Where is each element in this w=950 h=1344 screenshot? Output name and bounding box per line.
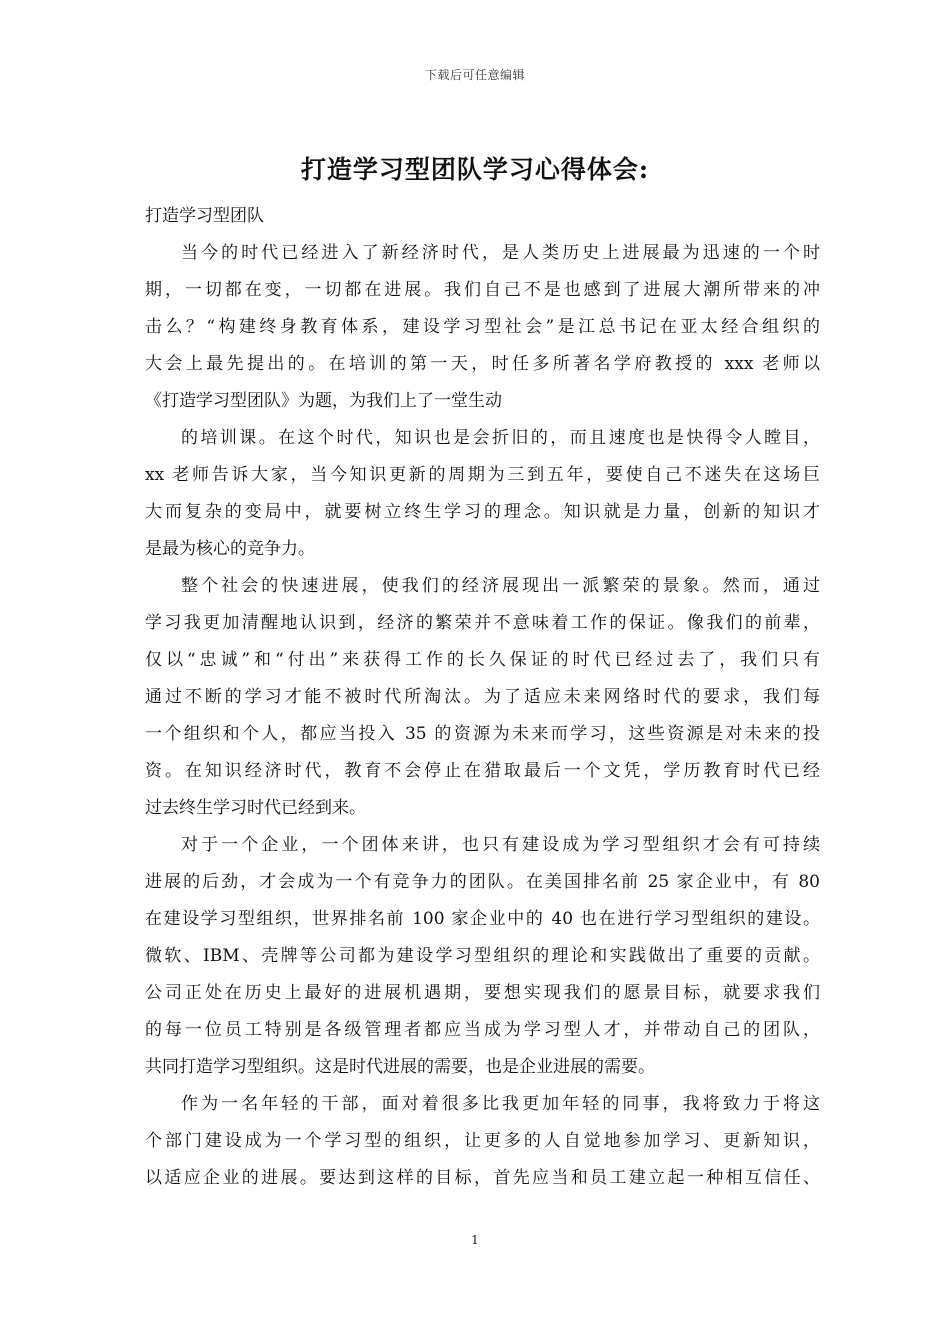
paragraph-4 — [145, 827, 820, 1086]
paragraph-2 — [145, 420, 820, 568]
text-line: 资。在知识经济时代，教育不会停止在猎取最后一个文凭，学历教育时代已经 — [145, 761, 820, 781]
paragraph-3 — [145, 568, 820, 827]
document-title: 打造学习型团队学习心得体会: — [300, 155, 650, 184]
text-line: 微软、IBM、壳牌等公司都为建设学习型组织的理论和实践做出了重要的贡献。 — [145, 946, 820, 966]
paragraph-1 — [145, 235, 820, 420]
text-line: 的培训课。在这个时代，知识也是会折旧的，而且速度也是快得令人瞠目， — [181, 428, 820, 448]
text-line: 的每一位员工特别是各级管理者都应当成为学习型人才，并带动自己的团队， — [145, 1020, 820, 1040]
paragraph-5 — [145, 1086, 820, 1197]
text-line: 共同打造学习型组织。这是时代进展的需要，也是企业进展的需要。 — [145, 1057, 655, 1077]
text-line: 击么？“构建终身教育体系，建设学习型社会”是江总书记在亚太经合组织的 — [145, 317, 820, 337]
text-line: 仅以“忠诚”和“付出”来获得工作的长久保证的时代已经过去了，我们只有 — [145, 650, 820, 670]
text-line: 进展的后劲，才会成为一个有竞争力的团队。在美国排名前 25 家企业中，有 80 — [145, 872, 820, 892]
document-body — [145, 198, 820, 1197]
text-line: 作为一名年轻的干部，面对着很多比我更加年轻的同事，我将致力于将这 — [181, 1094, 820, 1114]
text-line: xx 老师告诉大家，当今知识更新的周期为三到五年，要使自己不迷失在这场巨 — [145, 465, 820, 485]
text-line: 当今的时代已经进入了新经济时代，是人类历史上进展最为迅速的一个时 — [181, 243, 820, 263]
page-header: 下载后可任意编辑 — [424, 68, 525, 82]
text-line: 以适应企业的进展。要达到这样的目标，首先应当和员工建立起一种相互信任、 — [145, 1168, 820, 1188]
text-line: 学习我更加清醒地认识到，经济的繁荣并不意味着工作的保证。像我们的前辈， — [145, 613, 820, 633]
text-line: 对于一个企业，一个团体来讲，也只有建设成为学习型组织才会有可持续 — [181, 835, 820, 855]
text-line: 整个社会的快速进展，使我们的经济展现出一派繁荣的景象。然而，通过 — [181, 576, 820, 596]
text-line: 个部门建设成为一个学习型的组织，让更多的人自觉地参加学习、更新知识， — [145, 1131, 820, 1151]
text-line: 过去终生学习时代已经到来。 — [145, 798, 366, 818]
text-line: 是最为核心的竞争力。 — [145, 539, 315, 559]
text-line: 一个组织和个人，都应当投入 35 的资源为未来而学习，这些资源是对未来的投 — [145, 724, 820, 744]
text-line: 大会上最先提出的。在培训的第一天，时任多所著名学府教授的 xxx 老师以 — [145, 354, 820, 374]
text-line: 通过不断的学习才能不被时代所淘汰。为了适应未来网络时代的要求，我们每 — [145, 687, 820, 707]
text-line: 大而复杂的变局中，就要树立终生学习的理念。知识就是力量，创新的知识才 — [145, 502, 820, 522]
text-line: 公司正处在历史上最好的进展机遇期，要想实现我们的愿景目标，就要求我们 — [145, 983, 820, 1003]
text-line: 《打造学习型团队》为题，为我们上了一堂生动 — [145, 391, 502, 411]
page-number: 1 — [471, 1233, 479, 1247]
text-line: 期，一切都在变，一切都在进展。我们自己不是也感到了进展大潮所带来的冲 — [145, 280, 820, 300]
section-heading: 打造学习型团队 — [145, 206, 264, 226]
text-line: 在建设学习型组织，世界排名前 100 家企业中的 40 也在进行学习型组织的建设。 — [145, 909, 820, 929]
